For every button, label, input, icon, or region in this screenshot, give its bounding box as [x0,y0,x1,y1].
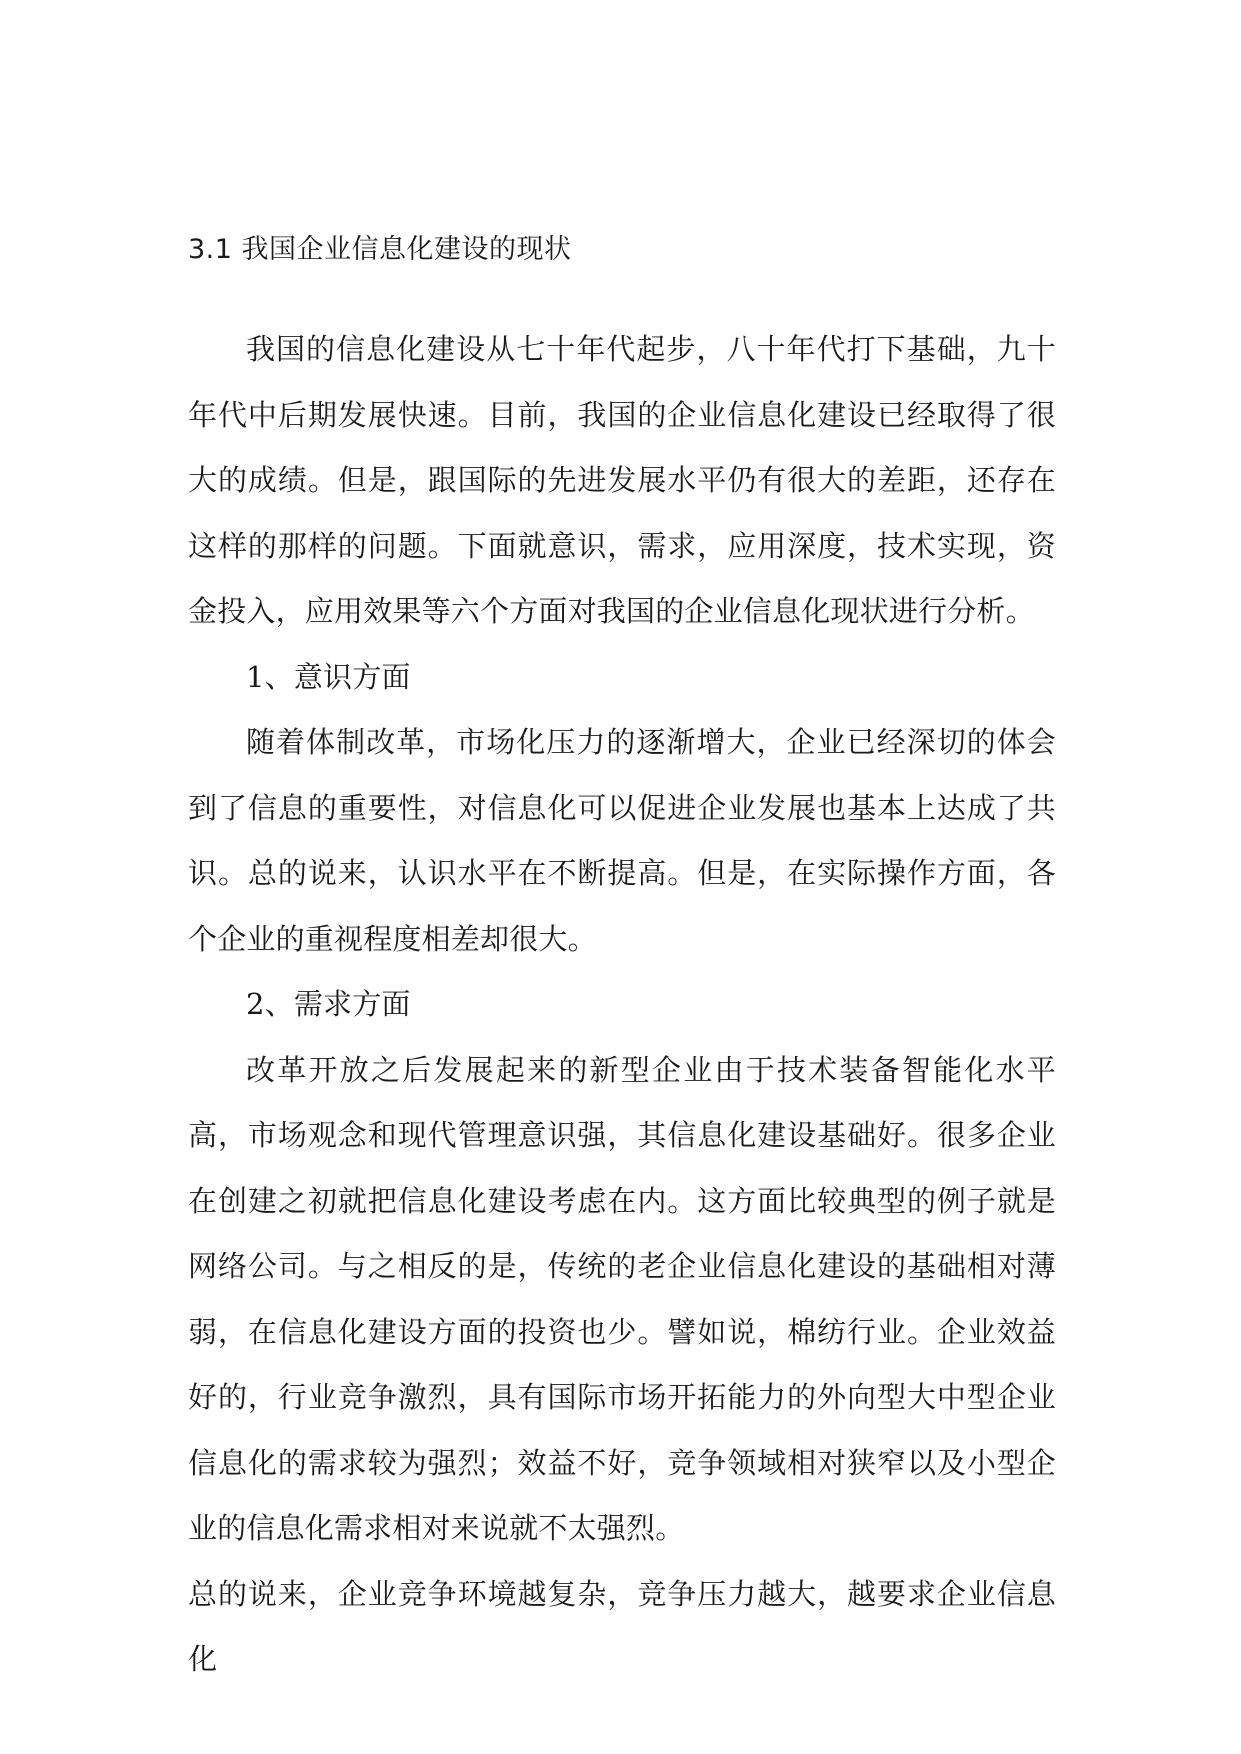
document-body [188,317,1056,1693]
paragraph-awareness: 随着体制改革，市场化压力的逐渐增大，企业已经深切的体会到了信息的重要性，对信息化可以促进企业发展也基本上达成了共识。总的说来，认识水平在不断提高。但是，在实际操作方面，各个企业的重视程度相差却很大。 [188,725,1056,956]
paragraph-intro: 我国的信息化建设从七十年代起步，八十年代打下基础，九十年代中后期发展快速。目前，我国的企业信息化建设已经取得了很大的成绩。但是，跟国际的先进发展水平仍有很大的差距，还存在这样的那样的问题。下面就意识，需求，应用深度，技术实现，资金投入，应用效果等六个方面对我国的企业信息化现状进行分析。 [188,332,1056,628]
paragraph-summary: 总的说来，企业竞争环境越复杂，竞争压力越大，越要求企业信息化 [188,1576,1056,1676]
subheading-demand: 2、需求方面 [246,987,411,1021]
subheading-awareness: 1、意识方面 [246,659,411,694]
section-title: 3.1 我国企业信息化建设的现状 [188,234,572,265]
paragraph-demand: 改革开放之后发展起来的新型企业由于技术装备智能化水平高，市场观念和现代管理意识强，其信息化建设基础好。很多企业在创建之初就把信息化建设考虑在内。这方面比较典型的例子就是网络公司。与之相反的是，传统的老企业信息化建设的基础相对薄弱，在信息化建设方面的投资也少。譬如说，棉纺行业。企业效益好的，行业竞争激烈，具有国际市场开拓能力的外向型大中型企业信息化的需求较为强烈；效益不好，竞争领域相对狭窄以及小型企业的信息化需求相对来说就不太强烈。 [188,1052,1056,1545]
